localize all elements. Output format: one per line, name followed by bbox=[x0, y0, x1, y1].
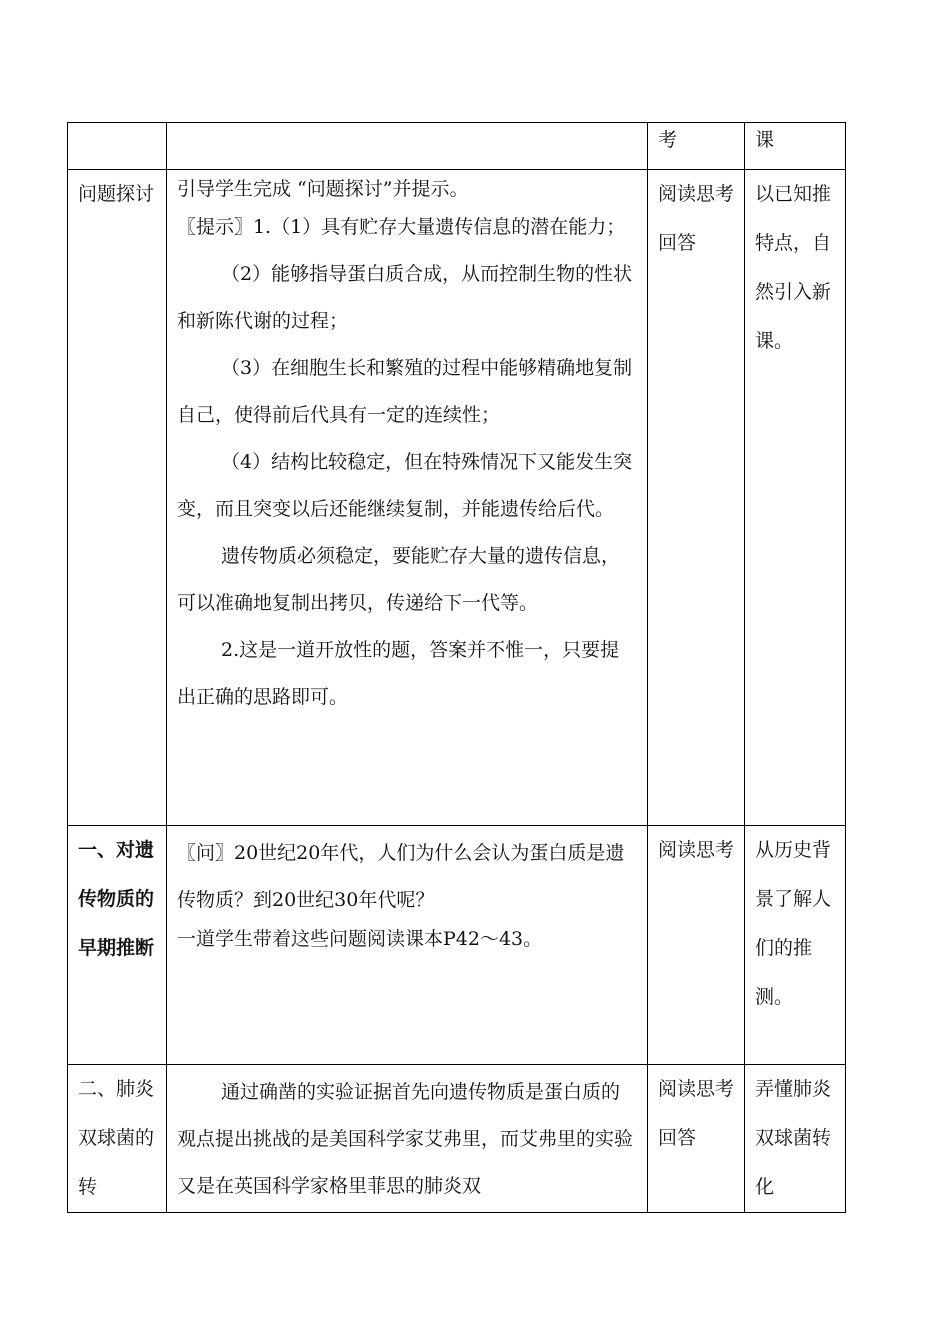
design-intent-cell: 从历史背景了解人们的推测。 bbox=[745, 826, 846, 1065]
table-row bbox=[68, 1065, 846, 1213]
student-activity-cell: 阅读思考回答 bbox=[648, 1065, 745, 1213]
content-paragraph: 〖问〗20世纪20年代，人们为什么会认为蛋白质是遗传物质？到20世纪30年代呢？ bbox=[177, 842, 625, 911]
content-paragraph: 引导学生完成 “问题探讨”并提示。 bbox=[177, 178, 469, 200]
student-activity-cell: 考 bbox=[648, 123, 745, 170]
section-cell bbox=[68, 1065, 167, 1213]
content-paragraph: 〖提示〗1.（1）具有贮存大量遗传信息的潜在能力； bbox=[177, 216, 626, 238]
lesson-plan-table bbox=[67, 122, 846, 1213]
content-paragraph: 一道学生带着这些问题阅读课本P42～43。 bbox=[177, 928, 543, 950]
design-intent-cell: 弄懂肺炎双球菌转化 bbox=[745, 1065, 846, 1213]
content-paragraph: （2）能够指导蛋白质合成，从而控制生物的性状和新陈代谢的过程； bbox=[177, 263, 633, 332]
section-cell bbox=[68, 826, 167, 1065]
section-title: 二、肺炎双球菌的转 bbox=[78, 1078, 155, 1198]
design-intent-cell: 课 bbox=[745, 123, 846, 170]
content-paragraph: 通过确凿的实验证据首先向遗传物质是蛋白质的观点提出挑战的是美国科学家艾弗里，而艾弗里的实验又是在英国科学家格里菲思的肺炎双 bbox=[177, 1081, 634, 1197]
table-row bbox=[68, 123, 846, 170]
content-cell bbox=[167, 123, 648, 170]
table-row bbox=[68, 170, 846, 826]
content-paragraph: （3）在细胞生长和繁殖的过程中能够精确地复制自己，使得前后代具有一定的连续性； bbox=[177, 357, 633, 426]
section-title: 一、对遗传物质的早期推断 bbox=[78, 839, 155, 959]
content-paragraph: 遗传物质必须稳定，要能贮存大量的遗传信息，可以准确地复制出拷贝，传递给下一代等。 bbox=[177, 545, 621, 614]
section-cell bbox=[68, 123, 167, 170]
table-row bbox=[68, 826, 846, 1065]
content-paragraph: 2.这是一道开放性的题，答案并不惟一，只要提出正确的思路即可。 bbox=[177, 639, 620, 708]
content-paragraph: （4）结构比较稳定，但在特殊情况下又能发生突变，而且突变以后还能继续复制，并能遗传给后代。 bbox=[177, 451, 633, 520]
content-cell bbox=[167, 1065, 648, 1213]
section-cell bbox=[68, 170, 167, 826]
design-intent-cell: 以已知推特点，自然引入新课。 bbox=[745, 170, 846, 826]
student-activity-cell: 阅读思考 bbox=[648, 826, 745, 1065]
content-cell bbox=[167, 826, 648, 1065]
content-cell bbox=[167, 170, 648, 826]
section-title: 问题探讨 bbox=[78, 183, 155, 205]
student-activity-cell: 阅读思考回答 bbox=[648, 170, 745, 826]
